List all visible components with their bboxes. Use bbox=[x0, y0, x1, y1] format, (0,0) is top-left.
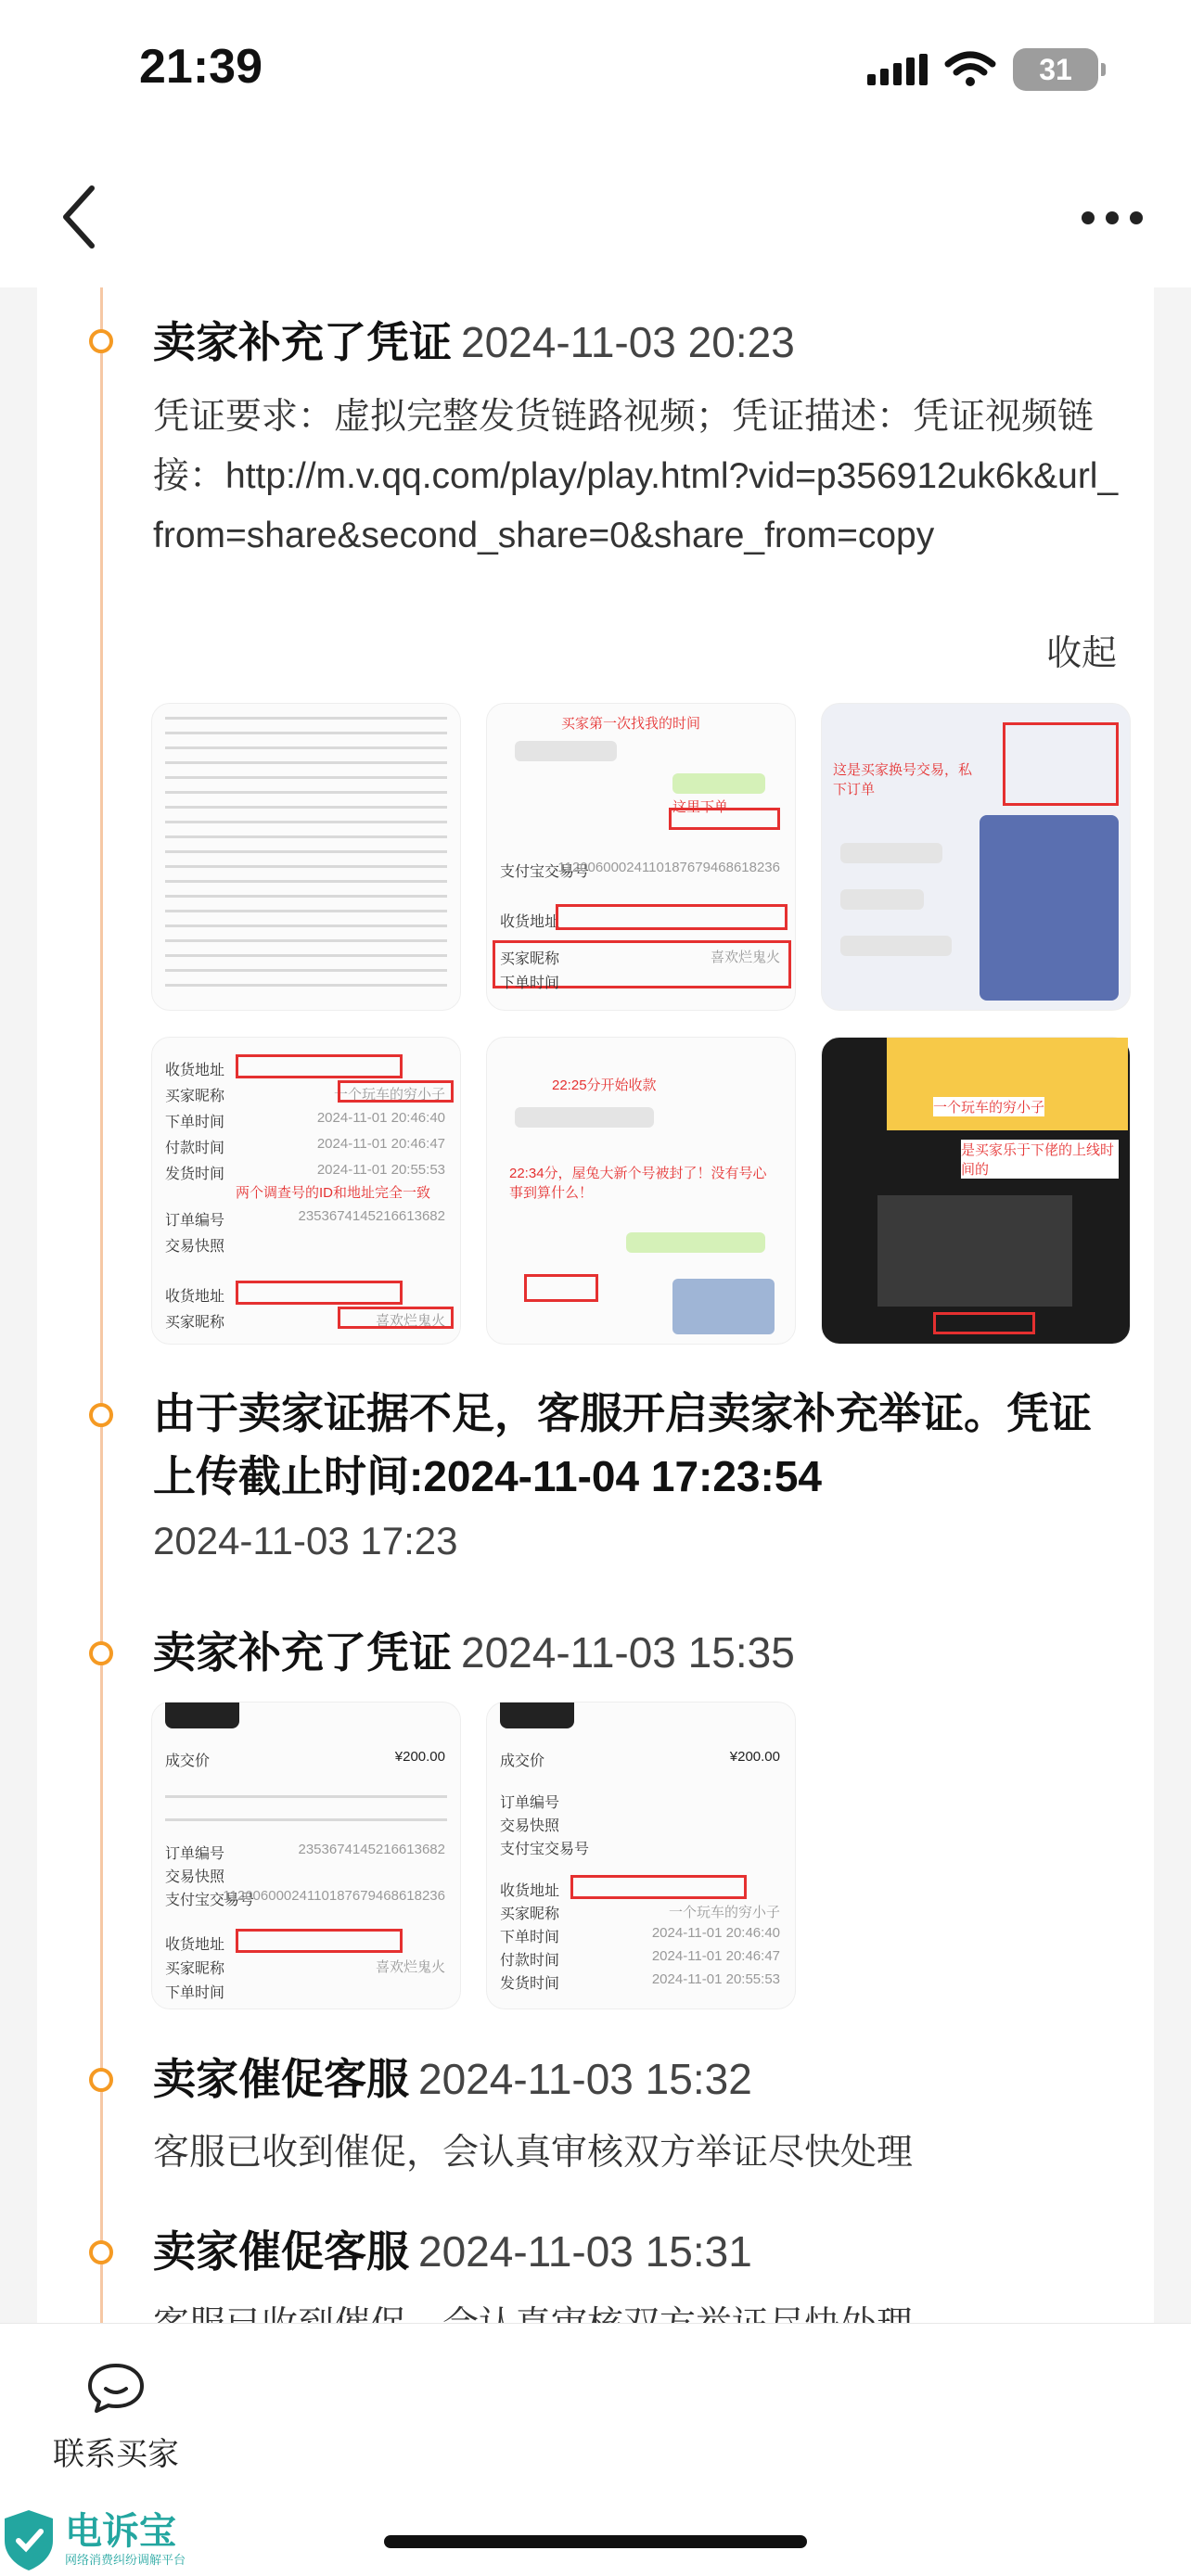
timeline-dot bbox=[89, 2068, 113, 2092]
timeline-dot bbox=[89, 2240, 113, 2264]
entry-title: 卖家催促客服 2024-11-03 15:32 bbox=[153, 2055, 752, 2103]
watermark-sub: 网络消费纠纷调解平台 bbox=[65, 2552, 186, 2567]
evidence-image[interactable]: 成交价 ¥200.00 订单编号 2353674145216613682 交易快照 支付宝交易号 11200600024110187679468618236 收货地址 买家昵称 喜欢烂鬼火 下单时间 bbox=[151, 1702, 461, 2009]
entry-body: 凭证要求：虚拟完整发货链路视频；凭证描述：凭证视频链接：http://m.v.qq.com/play/play.html?vid=p356912uk6k&url_from=share&second_share=0&share_from=copy bbox=[153, 397, 1119, 555]
entry-time: 2024-11-03 17:23 bbox=[153, 1519, 458, 1562]
wifi-icon bbox=[944, 51, 996, 88]
evidence-image[interactable]: 收货地址 买家昵称 一个玩车的穷小子 下单时间 2024-11-01 20:46:40 付款时间 2024-11-01 20:46:47 发货时间 2024-11-01 20:55:53 两个调查号的ID和地址完全一致 订单编号 2353674145216613682 交易快照 收货地址 买家昵称 喜欢烂鬼火 bbox=[151, 1037, 461, 1345]
timeline-dot bbox=[89, 1403, 113, 1427]
home-indicator bbox=[384, 2535, 807, 2548]
chat-bubble-icon bbox=[85, 2361, 147, 2415]
status-icons bbox=[867, 48, 1098, 91]
evidence-image[interactable]: 买家第一次找我的时间 这里下单 支付宝交易号 11200600024110187679468618236 收货地址 买家昵称 喜欢烂鬼火 下单时间 bbox=[486, 703, 796, 1011]
battery-level: 31 bbox=[1039, 52, 1072, 86]
evidence-image[interactable]: 22:25分开始收款 22:34分，屋兔大新个号被封了！没有号心事到算什么！ bbox=[486, 1037, 796, 1345]
entry-title: 卖家催促客服 2024-11-03 15:31 bbox=[153, 2227, 752, 2276]
entry-title: 由于卖家证据不足，客服开启卖家补充举证。凭证上传截止时间:2024-11-04 17:23:54 bbox=[153, 1389, 1092, 1500]
evidence-image[interactable]: 一个玩车的穷小子 是买家乐于下佬的上线时间的 bbox=[821, 1037, 1131, 1345]
timeline-dot bbox=[89, 1641, 113, 1665]
evidence-image[interactable]: 成交价 ¥200.00 订单编号 交易快照 支付宝交易号 收货地址 买家昵称 一个玩车的穷小子 下单时间 2024-11-01 20:46:40 付款时间 2024-11-01 20:46:47 发货时间 2024-11-01 20:55:53 bbox=[486, 1702, 796, 2009]
battery-icon bbox=[1013, 48, 1098, 91]
entry-body: 客服已收到催促，会认真审核双方举证尽快处理 bbox=[153, 2133, 914, 2173]
chevron-left-icon bbox=[60, 185, 97, 249]
contact-buyer-button[interactable] bbox=[51, 2361, 181, 2474]
status-time: 21:39 bbox=[139, 40, 263, 94]
more-dots-icon bbox=[1082, 211, 1095, 224]
entry-title: 卖家补充了凭证 2024-11-03 20:23 bbox=[153, 318, 795, 366]
contact-buyer-label: 联系买家 bbox=[53, 2437, 179, 2472]
watermark-brand: 电诉宝 bbox=[65, 2510, 176, 2552]
status-bar bbox=[0, 0, 1191, 139]
evidence-image[interactable]: 这是买家换号交易，私下订单 bbox=[821, 703, 1131, 1011]
timeline-line bbox=[100, 287, 103, 2323]
collapse-button[interactable]: 收起 bbox=[1045, 634, 1117, 673]
back-button[interactable] bbox=[46, 180, 111, 254]
watermark bbox=[0, 2504, 186, 2576]
more-button[interactable] bbox=[1070, 195, 1154, 241]
nav-bar bbox=[0, 139, 1191, 287]
evidence-image[interactable] bbox=[151, 703, 461, 1011]
timeline-dot bbox=[89, 329, 113, 353]
shield-logo-icon bbox=[0, 2507, 58, 2572]
entry-title: 卖家补充了凭证 2024-11-03 15:35 bbox=[153, 1628, 795, 1677]
cellular-signal-icon bbox=[867, 54, 928, 85]
timeline-card bbox=[37, 287, 1154, 2323]
